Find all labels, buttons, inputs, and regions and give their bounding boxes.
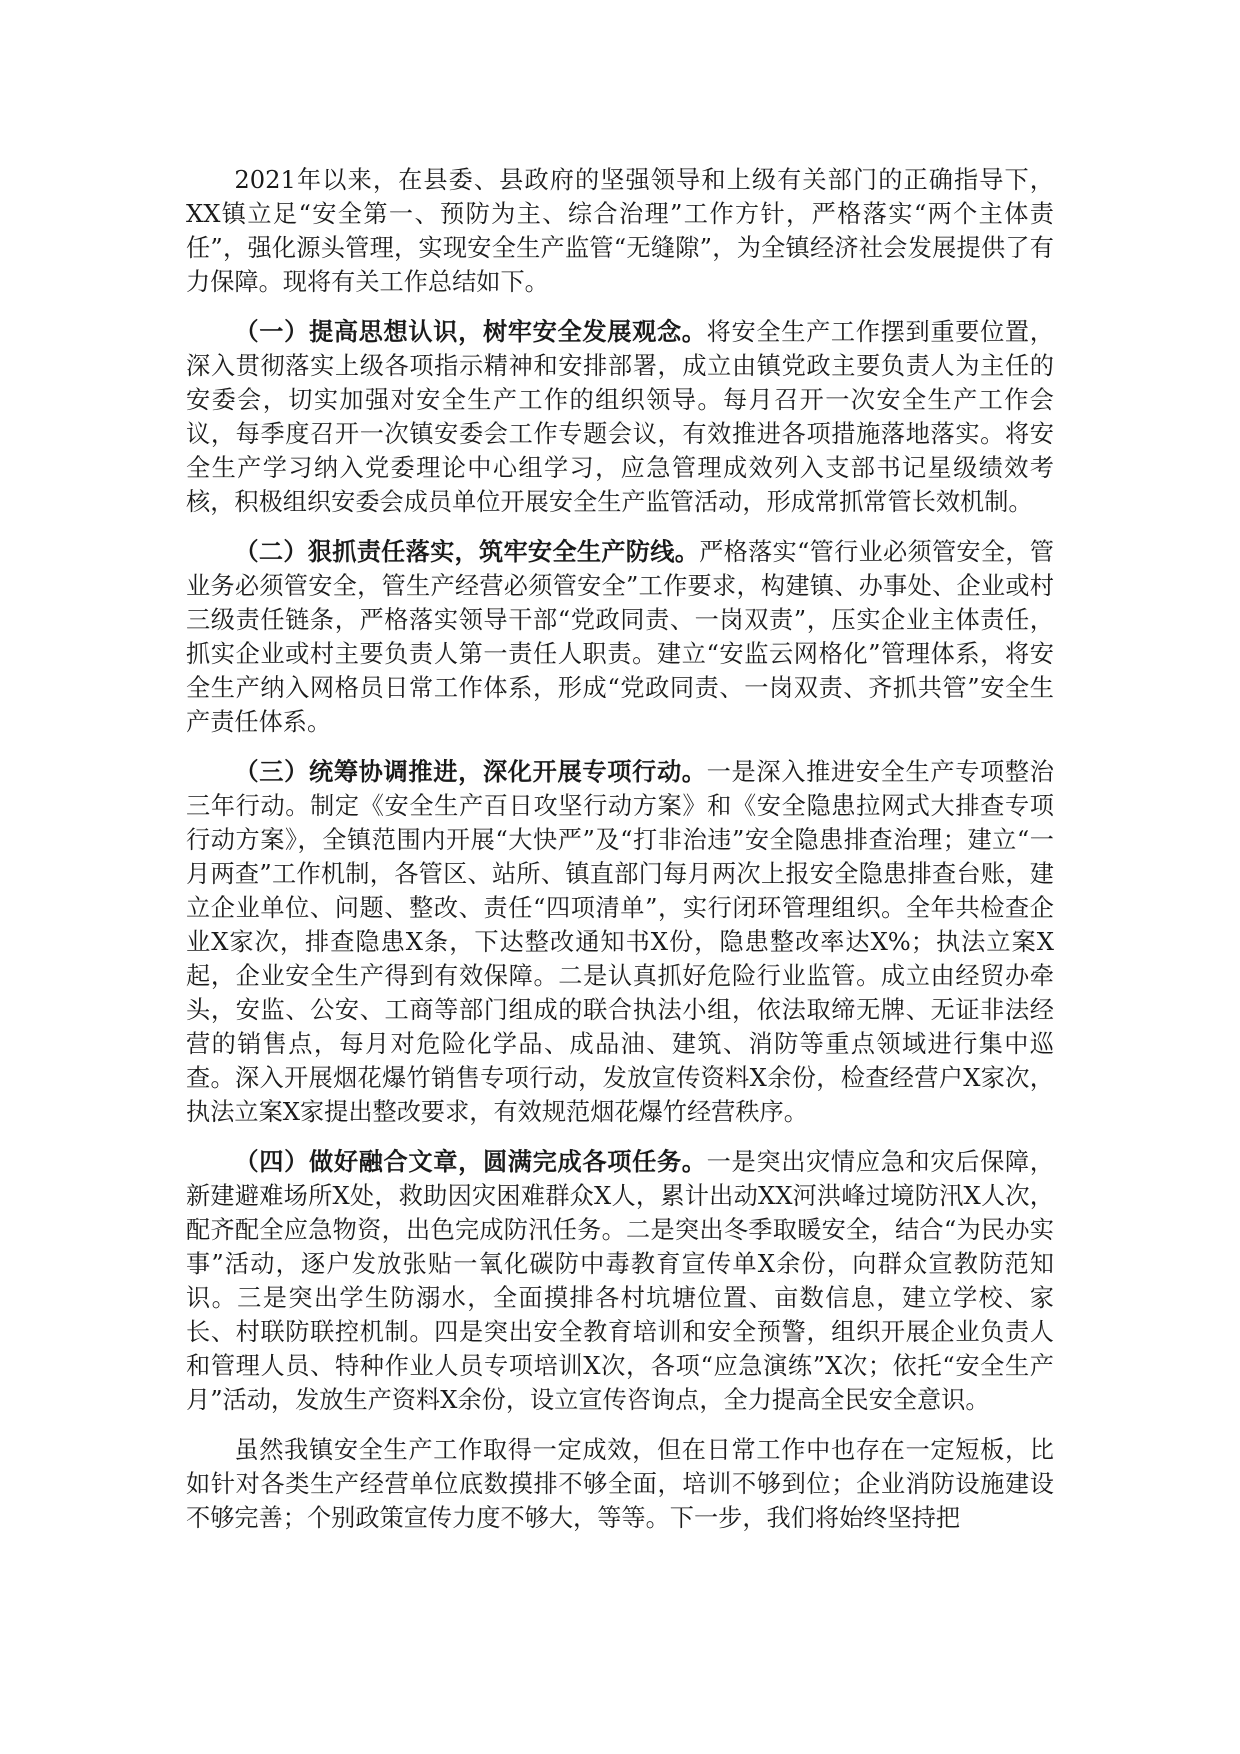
section-4-text: 一是突出灾情应急和灾后保障，新建避难场所X处，救助因灾困难群众X人，累计出动XX河洪峰过境防汛X人次，配齐配全应急物资，出色完成防汛任务。二是突出冬季取暖安全，结合“为民办实事”活动，逐户发放张贴一氧化碳防中毒教育宣传单X余份，向群众宣教防范知识。三是突出学生防溺水，全面摸排各村坑塘位置、亩数信息，建立学校、家长、村联防联控机制。四是突出安全教育培训和安全预警，组织开展企业负责人和管理人员、特种作业人员专项培训X次，各项“应急演练”X次；依托“安全生产月”活动，发放生产资料X余份，设立宣传咨询点，全力提高全民安全意识。 xyxy=(186,1148,1054,1414)
section-4-paragraph xyxy=(186,1145,1054,1417)
intro-paragraph-text: 2021年以来，在县委、县政府的坚强领导和上级有关部门的正确指导下，XX镇立足“安全第一、预防为主、综合治理”工作方针，严格落实“两个主体责任”，强化源头管理，实现安全生产监管“无缝隙”，为全镇经济社会发展提供了有力保障。现将有关工作总结如下。 xyxy=(186,166,1054,296)
section-1-heading: （一）提高思想认识，树牢安全发展观念。 xyxy=(234,318,707,346)
section-3-heading: （三）统筹协调推进，深化开展专项行动。 xyxy=(234,758,707,786)
section-3-text: 一是深入推进安全生产专项整治三年行动。制定《安全生产百日攻坚行动方案》和《安全隐患拉网式大排查专项行动方案》，全镇范围内开展“大快严”及“打非治违”安全隐患排查治理；建立“一月两查”工作机制，各管区、站所、镇直部门每月两次上报安全隐患排查台账，建立企业单位、问题、整改、责任“四项清单”，实行闭环管理组织。全年共检查企业X家次，排查隐患X条，下达整改通知书X份，隐患整改率达X%；执法立案X起，企业安全生产得到有效保障。二是认真抓好危险行业监管。成立由经贸办牵头，安监、公安、工商等部门组成的联合执法小组，依法取缔无牌、无证非法经营的销售点，每月对危险化学品、成品油、建筑、消防等重点领域进行集中巡查。深入开展烟花爆竹销售专项行动，发放宣传资料X余份，检查经营户X家次，执法立案X家提出整改要求，有效规范烟花爆竹经营秩序。 xyxy=(186,758,1054,1126)
section-2-text: 严格落实“管行业必须管安全，管业务必须管安全，管生产经营必须管安全”工作要求，构建镇、办事处、企业或村三级责任链条，严格落实领导干部“党政同责、一岗双责”，压实企业主体责任，抓实企业或村主要负责人第一责任人职责。建立“安监云网格化”管理体系，将安全生产纳入网格员日常工作体系，形成“党政同责、一岗双责、齐抓共管”安全生产责任体系。 xyxy=(186,538,1054,736)
closing-paragraph-text: 虽然我镇安全生产工作取得一定成效，但在日常工作中也存在一定短板，比如针对各类生产经营单位底数摸排不够全面，培训不够到位；企业消防设施建设不够完善；个别政策宣传力度不够大，等等。下一步，我们将始终坚持把 xyxy=(186,1436,1054,1532)
intro-paragraph xyxy=(186,163,1054,299)
section-4-heading: （四）做好融合文章，圆满完成各项任务。 xyxy=(234,1148,707,1176)
section-3-paragraph xyxy=(186,755,1054,1129)
closing-paragraph xyxy=(186,1433,1054,1535)
section-2-heading: （二）狠抓责任落实，筑牢安全生产防线。 xyxy=(234,538,700,566)
document-body xyxy=(186,163,1054,1535)
section-1-paragraph xyxy=(186,315,1054,519)
section-1-text: 将安全生产工作摆到重要位置，深入贯彻落实上级各项指示精神和安排部署，成立由镇党政主要负责人为主任的安委会，切实加强对安全生产工作的组织领导。每月召开一次安全生产工作会议，每季度召开一次镇安委会工作专题会议，有效推进各项措施落地落实。将安全生产学习纳入党委理论中心组学习，应急管理成效列入支部书记星级绩效考核，积极组织安委会成员单位开展安全生产监管活动，形成常抓常管长效机制。 xyxy=(186,318,1054,516)
section-2-paragraph xyxy=(186,535,1054,739)
